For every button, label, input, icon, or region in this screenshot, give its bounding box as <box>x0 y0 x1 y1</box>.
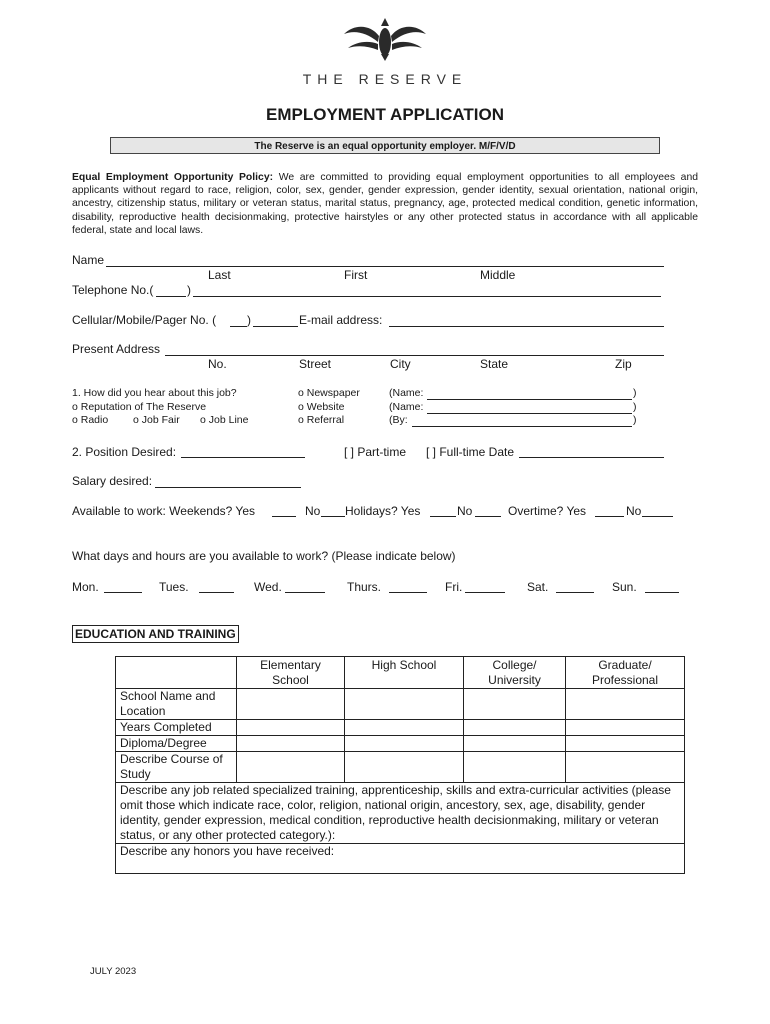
overtime-no-label: No <box>626 504 642 518</box>
reserve-eagle-logo <box>340 14 430 62</box>
education-corner-cell <box>116 657 237 689</box>
college-diploma-cell[interactable] <box>464 736 566 752</box>
salary-label: Salary desired: <box>72 474 153 488</box>
hear-newspaper-name-label: (Name: <box>389 387 424 399</box>
eeo-policy-label: Equal Employment Opportunity Policy: <box>72 172 274 183</box>
high-school-name-cell[interactable] <box>345 689 464 720</box>
telephone-area-code-field[interactable] <box>156 296 186 297</box>
page-title: EMPLOYMENT APPLICATION <box>266 105 504 124</box>
fri-label: Fri. <box>445 580 463 594</box>
column-elementary: Elementary School <box>237 657 345 689</box>
high-school-years-cell[interactable] <box>345 720 464 736</box>
cellular-label: Cellular/Mobile/Pager No. ( <box>72 313 217 327</box>
table-row <box>116 844 685 874</box>
sun-field[interactable] <box>645 592 679 593</box>
table-row <box>116 783 685 844</box>
footer-date: JULY 2023 <box>90 966 137 977</box>
name-field[interactable] <box>106 266 664 267</box>
address-field[interactable] <box>165 355 664 356</box>
education-table <box>115 656 685 874</box>
position-label: 2. Position Desired: <box>72 445 177 459</box>
weekends-no-label: No <box>305 504 321 518</box>
hear-reputation-option[interactable]: o Reputation of The Reserve <box>72 401 207 413</box>
holidays-no-label: No <box>457 504 473 518</box>
holidays-yes-field[interactable] <box>430 516 456 517</box>
hear-job-line-option[interactable]: o Job Line <box>200 414 249 426</box>
honors-description-cell[interactable]: Describe any honors you have received: <box>116 844 685 874</box>
table-row <box>116 736 685 752</box>
hear-paren-close-2: ) <box>633 401 637 413</box>
graduate-name-cell[interactable] <box>566 689 685 720</box>
cellular-area-code-field[interactable] <box>230 326 247 327</box>
row-course-of-study: Describe Course of Study <box>116 752 237 783</box>
wed-label: Wed. <box>254 580 282 594</box>
thurs-field[interactable] <box>389 592 427 593</box>
brand-name: THE RESERVE <box>302 71 468 87</box>
days-question: What days and hours are you available to work? (Please indicate below) <box>72 549 456 563</box>
eoe-banner: The Reserve is an equal opportunity employer. M/F/V/D <box>110 137 660 154</box>
training-description-cell[interactable]: Describe any job related specialized training, apprenticeship, skills and extra-curricular activities (please omit those which indicate race, color, religion, national origin, ancestory, sex, age, disability, gender identity, gender expression, medical condition, reproductive health decisionmaking, military or veteran status, or any other protected category.): <box>116 783 685 844</box>
high-school-course-cell[interactable] <box>345 752 464 783</box>
hear-question: 1. How did you hear about this job? <box>72 387 237 399</box>
address-no-caption: No. <box>208 357 227 371</box>
tues-label: Tues. <box>159 580 189 594</box>
wed-field[interactable] <box>285 592 325 593</box>
education-heading: EDUCATION AND TRAINING <box>72 625 239 643</box>
weekends-no-field[interactable] <box>321 516 345 517</box>
hear-website-option[interactable]: o Website <box>298 401 345 413</box>
hear-newspaper-option[interactable]: o Newspaper <box>298 387 360 399</box>
column-college: College/ University <box>464 657 566 689</box>
salary-field[interactable] <box>155 487 301 488</box>
address-state-caption: State <box>480 357 509 371</box>
hear-job-fair-option[interactable]: o Job Fair <box>133 414 180 426</box>
high-school-diploma-cell[interactable] <box>345 736 464 752</box>
elementary-diploma-cell[interactable] <box>237 736 345 752</box>
holidays-label: Holidays? Yes <box>345 504 421 518</box>
eeo-policy-text: We are committed to providing equal employment opportunities to all employees and applicants without regard to race, religion, color, sex, gender, gender expression, gender identity, sexual orientation, national origin, ancestry, citizenship status, military or veteran status, marital status, pregnancy, age, protected medical condition, genetic information, disability, reproductive health decisionmaking, protective hairstyles or any other protected status in accordance with all applicable federal, state and local laws. <box>72 172 698 236</box>
overtime-no-field[interactable] <box>642 516 673 517</box>
hear-website-name-field[interactable] <box>427 413 632 414</box>
cellular-field[interactable] <box>253 326 298 327</box>
sat-label: Sat. <box>527 580 549 594</box>
full-time-checkbox[interactable]: [ ] Full-time Date <box>426 445 515 459</box>
overtime-yes-field[interactable] <box>595 516 624 517</box>
column-graduate: Graduate/ Professional <box>566 657 685 689</box>
thurs-label: Thurs. <box>347 580 382 594</box>
elementary-school-name-cell[interactable] <box>237 689 345 720</box>
table-row <box>116 752 685 783</box>
graduate-diploma-cell[interactable] <box>566 736 685 752</box>
elementary-course-cell[interactable] <box>237 752 345 783</box>
hear-website-name-label: (Name: <box>389 401 424 413</box>
hear-newspaper-name-field[interactable] <box>427 399 632 400</box>
address-street-caption: Street <box>299 357 332 371</box>
hear-referral-by-label: (By: <box>389 414 408 426</box>
fri-field[interactable] <box>465 592 505 593</box>
hear-paren-close-1: ) <box>633 387 637 399</box>
column-high-school: High School <box>345 657 464 689</box>
mon-label: Mon. <box>72 580 99 594</box>
telephone-label: Telephone No.( <box>72 283 154 297</box>
tues-field[interactable] <box>199 592 234 593</box>
table-row <box>116 720 685 736</box>
email-label: E-mail address: <box>299 313 383 327</box>
hear-radio-option[interactable]: o Radio <box>72 414 109 426</box>
address-zip-caption: Zip <box>615 357 632 371</box>
overtime-label: Overtime? Yes <box>508 504 587 518</box>
graduate-years-cell[interactable] <box>566 720 685 736</box>
email-field[interactable] <box>389 326 664 327</box>
holidays-no-field[interactable] <box>475 516 501 517</box>
address-city-caption: City <box>390 357 411 371</box>
available-weekends-label: Available to work: Weekends? Yes <box>72 504 256 518</box>
college-years-cell[interactable] <box>464 720 566 736</box>
graduate-course-cell[interactable] <box>566 752 685 783</box>
name-first-caption: First <box>344 268 368 282</box>
table-row <box>116 689 685 720</box>
row-diploma: Diploma/Degree <box>116 736 237 752</box>
row-school-name: School Name and Location <box>116 689 237 720</box>
hear-referral-option[interactable]: o Referral <box>298 414 345 426</box>
start-date-field[interactable] <box>519 457 664 458</box>
position-field[interactable] <box>181 457 305 458</box>
hear-paren-close-3: ) <box>633 414 637 426</box>
eeo-policy <box>72 171 698 237</box>
weekends-yes-field[interactable] <box>272 516 296 517</box>
mon-field[interactable] <box>104 592 142 593</box>
sat-field[interactable] <box>556 592 594 593</box>
hear-referral-by-field[interactable] <box>412 426 632 427</box>
elementary-years-cell[interactable] <box>237 720 345 736</box>
name-last-caption: Last <box>208 268 231 282</box>
college-name-cell[interactable] <box>464 689 566 720</box>
education-header-row <box>116 657 685 689</box>
name-middle-caption: Middle <box>480 268 516 282</box>
telephone-paren-close: ) <box>187 283 191 297</box>
address-label: Present Address <box>72 342 161 356</box>
row-years-completed: Years Completed <box>116 720 237 736</box>
sun-label: Sun. <box>612 580 637 594</box>
part-time-checkbox[interactable]: [ ] Part-time <box>344 445 407 459</box>
cellular-paren-close: ) <box>247 313 251 327</box>
telephone-field[interactable] <box>193 296 661 297</box>
name-label: Name <box>72 253 105 267</box>
college-course-cell[interactable] <box>464 752 566 783</box>
